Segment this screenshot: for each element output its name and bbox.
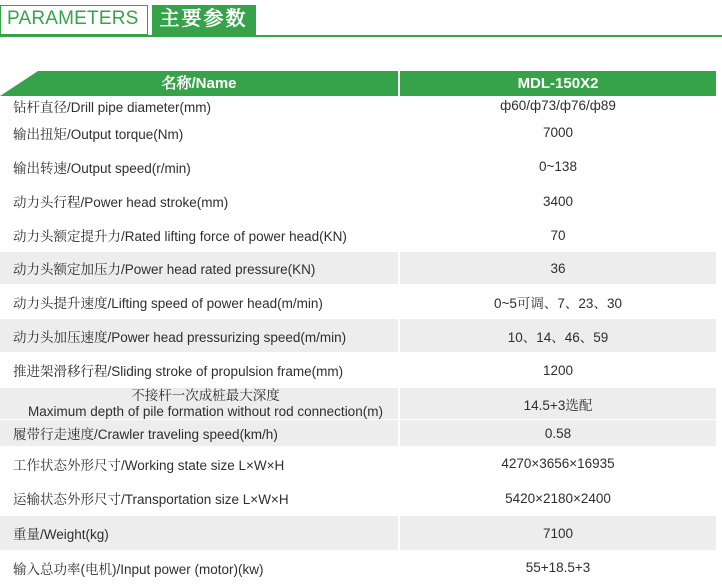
- parameters-table-body: [0, 96, 716, 585]
- parameter-value: 0~5可调、7、23、30: [494, 295, 622, 311]
- parameter-name: 动力头行程/Power head stroke(mm): [13, 195, 229, 210]
- parameter-value: 14.5+3选配: [523, 397, 593, 413]
- parameter-value: 55+18.5+3: [525, 560, 591, 575]
- parameter-value: 0~138: [539, 159, 577, 174]
- column-header-name: 名称/Name: [161, 75, 237, 92]
- parameter-name: 履带行走速度/Crawler traveling speed(km/h): [13, 427, 278, 442]
- parameter-value: 4270×3656×16935: [501, 456, 615, 471]
- section-title-en: PARAMETERS: [0, 5, 148, 35]
- parameter-value: 10、14、46、59: [507, 329, 609, 345]
- parameter-value: 5420×2180×2400: [505, 490, 611, 506]
- table-row: [0, 319, 716, 353]
- parameter-value: 0.58: [544, 425, 572, 441]
- table-row: [0, 388, 716, 420]
- parameter-name: 输出扭矩/Output torque(Nm): [13, 126, 184, 142]
- parameter-value: 36: [550, 260, 566, 276]
- parameter-name: 输出转速/Output speed(r/min): [13, 160, 191, 176]
- parameter-name: [0, 388, 398, 419]
- table-row: [0, 551, 716, 585]
- table-header: [0, 71, 716, 96]
- column-header-model: MDL-150X2: [517, 75, 599, 92]
- table-row: [0, 516, 716, 551]
- table-row: [0, 252, 716, 285]
- parameter-value: 3400: [542, 193, 574, 209]
- parameter-value: 7000: [542, 125, 574, 140]
- table-row: [0, 285, 716, 319]
- parameter-name: 推进架滑移行程/Sliding stroke of propulsion frame(mm): [13, 364, 344, 379]
- table-row: [0, 219, 716, 252]
- parameter-value: ф60/ф73/ф76/ф89: [500, 98, 616, 113]
- parameter-value: 1200: [542, 362, 574, 378]
- parameter-name: 钻杆直径/Drill pipe diameter(mm): [13, 99, 212, 115]
- parameter-name: 动力头加压速度/Power head pressurizing speed(m/min): [13, 329, 347, 345]
- parameter-name-en: Maximum depth of pile formation without rod connection(m): [28, 403, 383, 419]
- parameter-name: 动力头提升速度/Lifting speed of power head(m/min): [13, 295, 323, 311]
- parameter-name: 输入总功率(电机)/Input power (motor)(kw): [13, 561, 264, 577]
- parameter-name: 重量/Weight(kg): [13, 527, 109, 542]
- table-row: [0, 150, 716, 184]
- section-header: [0, 5, 256, 35]
- parameter-name: 动力头额定加压力/Power head rated pressure(KN): [13, 262, 316, 277]
- table-row: [0, 481, 716, 516]
- parameter-name-cn: 不接杆一次成桩最大深度: [131, 387, 280, 403]
- table-row: [0, 116, 716, 150]
- parameter-value: 7100: [542, 525, 574, 541]
- table-row: [0, 96, 716, 116]
- table-row: [0, 447, 716, 481]
- parameter-name: 动力头额定提升力/Rated lifting force of power head(KN): [13, 229, 347, 244]
- parameter-name: 工作状态外形尺寸/Working state size L×W×H: [13, 457, 285, 473]
- table-row: [0, 353, 716, 388]
- parameter-value: 70: [550, 227, 566, 243]
- parameter-name: 运输状态外形尺寸/Transportation size L×W×H: [13, 492, 289, 507]
- table-row: [0, 420, 716, 447]
- header-divider: [0, 35, 722, 37]
- section-title-cn: 主要参数: [152, 5, 256, 35]
- table-row: [0, 184, 716, 219]
